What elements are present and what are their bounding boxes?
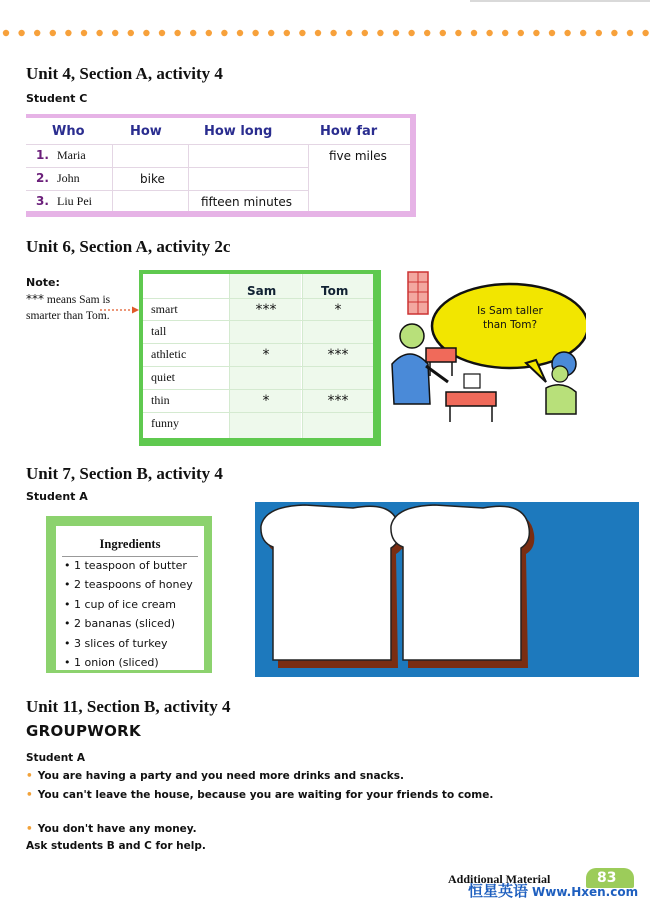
decorative-dot (159, 30, 165, 36)
ingredients-title: Ingredients (99, 537, 161, 551)
decorative-dot (362, 30, 368, 36)
table-body (143, 274, 373, 438)
decorative-dot (549, 30, 555, 36)
row-divider (26, 167, 308, 168)
decorative-dot (50, 30, 56, 36)
closing-instruction: Ask students B and C for help. (26, 840, 206, 852)
sam-rating: * (262, 347, 270, 363)
row-divider (143, 343, 373, 344)
decorative-dot (143, 30, 149, 36)
tom-rating: *** (327, 347, 349, 363)
ingredient-item: • 2 teaspoons of honey (64, 578, 193, 591)
unit11-student-label: Student A (26, 752, 85, 764)
decorative-dot (237, 30, 243, 36)
decorative-dot (206, 30, 212, 36)
ingredient-item: • 1 teaspoon of butter (64, 559, 187, 572)
watermark-text: 恒星英语 (468, 882, 529, 900)
ingredient-item: • 3 slices of turkey (64, 637, 168, 650)
ingredient-item: • 2 bananas (sliced) (64, 617, 176, 630)
decorative-dot (533, 30, 539, 36)
decorative-dot (596, 30, 602, 36)
decorative-dot (252, 30, 258, 36)
title-underline (62, 556, 198, 557)
decorative-dot (502, 30, 508, 36)
who-cell: Liu Pei (57, 194, 92, 208)
unit4-heading: Unit 4, Section A, activity 4 (26, 64, 223, 83)
decorative-dot (18, 30, 24, 36)
row-number: 3. (36, 194, 49, 208)
note-explanation: means Sam is smarter than Tom. (26, 294, 111, 322)
how-far-cell: five miles (329, 149, 387, 163)
row-number: 2. (36, 171, 49, 185)
decorative-dot (315, 30, 321, 36)
watermark (468, 880, 638, 901)
decorative-dot (408, 30, 414, 36)
bread-slices-icon (255, 502, 639, 677)
col-divider (112, 144, 113, 211)
unit6-heading: Unit 6, Section A, activity 2c (26, 237, 231, 256)
row-number: 1. (36, 148, 49, 162)
decorative-dot (221, 30, 227, 36)
decorative-dot (393, 30, 399, 36)
table-top-border (26, 114, 416, 118)
row-divider (143, 412, 373, 413)
decorative-dot (455, 30, 461, 36)
decorative-dot (330, 30, 336, 36)
row-divider (143, 366, 373, 367)
decorative-dot (112, 30, 118, 36)
sam-rating: * (262, 393, 270, 409)
decorative-dot (424, 30, 430, 36)
col-header-who: Who (52, 124, 85, 139)
row-label: tall (151, 324, 167, 338)
watermark-url: Www.Hxen.com (532, 885, 639, 899)
decorative-dot (34, 30, 40, 36)
decorative-dot (81, 30, 87, 36)
decorative-dot (346, 30, 352, 36)
decorative-dot (486, 30, 492, 36)
col-header-how: How (130, 124, 162, 139)
unit7-heading: Unit 7, Section B, activity 4 (26, 464, 223, 483)
unit6-table (139, 270, 381, 446)
tom-rating: * (334, 302, 342, 318)
decorative-dot (190, 30, 196, 36)
decorative-dot (611, 30, 617, 36)
col-header-tom: Tom (321, 284, 349, 298)
decorative-dot (471, 30, 477, 36)
decorative-dot (564, 30, 570, 36)
instruction-bullet: • You don't have any money. (26, 823, 197, 835)
ingredient-item: • 1 onion (sliced) (64, 656, 159, 669)
who-cell: John (57, 171, 80, 185)
decorative-dot (518, 30, 524, 36)
row-divider (26, 144, 410, 145)
row-divider (143, 298, 373, 299)
unit4-table (26, 114, 416, 217)
col-header-sam: Sam (247, 284, 277, 298)
note-stars: *** (26, 292, 44, 306)
decorative-dot (96, 30, 102, 36)
how-cell: bike (140, 172, 165, 186)
decorative-dot (65, 30, 71, 36)
tom-rating: *** (327, 393, 349, 409)
ingredients-card (46, 516, 212, 673)
note-title: Note: (26, 276, 60, 289)
col-header-how-far: How far (320, 124, 378, 139)
unit11-heading: Unit 11, Section B, activity 4 (26, 697, 231, 716)
page-number: 83 (597, 870, 617, 886)
instruction-bullet: • You are having a party and you need more drinks and snacks. (26, 770, 404, 782)
decorative-dot (128, 30, 134, 36)
how-long-cell: fifteen minutes (201, 195, 293, 209)
top-rule (470, 0, 650, 2)
decorative-dot (440, 30, 446, 36)
decorative-dot (268, 30, 274, 36)
unit4-student-label: Student C (26, 92, 88, 105)
dotted-arrow-icon (100, 306, 140, 314)
col-divider (188, 144, 189, 211)
footer-label: Additional Material (448, 872, 551, 886)
who-cell: Maria (57, 148, 86, 162)
students-illustration (386, 264, 586, 434)
row-label: athletic (151, 347, 187, 361)
decorative-dot (580, 30, 586, 36)
speech-bubble-text: Is Sam taller than Tom? (477, 305, 543, 331)
decorative-dot (299, 30, 305, 36)
decorative-dot-row (0, 28, 650, 38)
decorative-dot (174, 30, 180, 36)
col-divider (308, 144, 309, 211)
instruction-bullet: • You can't leave the house, because you are waiting for your friends to come. (26, 789, 494, 801)
row-divider (143, 389, 373, 390)
decorative-dot (642, 30, 648, 36)
sam-rating: *** (255, 302, 277, 318)
row-label: thin (151, 393, 170, 407)
decorative-dot (284, 30, 290, 36)
row-label: funny (151, 416, 179, 430)
decorative-dot (377, 30, 383, 36)
col-header-how-long: How long (204, 124, 273, 139)
row-label: smart (151, 302, 178, 316)
decorative-dot (3, 30, 9, 36)
groupwork-heading: GROUPWORK (26, 722, 141, 740)
bread-slices-box (255, 502, 639, 677)
row-divider (26, 190, 308, 191)
row-divider (143, 320, 373, 321)
ingredient-item: • 1 cup of ice cream (64, 598, 177, 611)
unit7-student-label: Student A (26, 490, 88, 503)
ingredients-paper (56, 526, 204, 670)
row-label: quiet (151, 370, 175, 384)
decorative-dot (627, 30, 633, 36)
